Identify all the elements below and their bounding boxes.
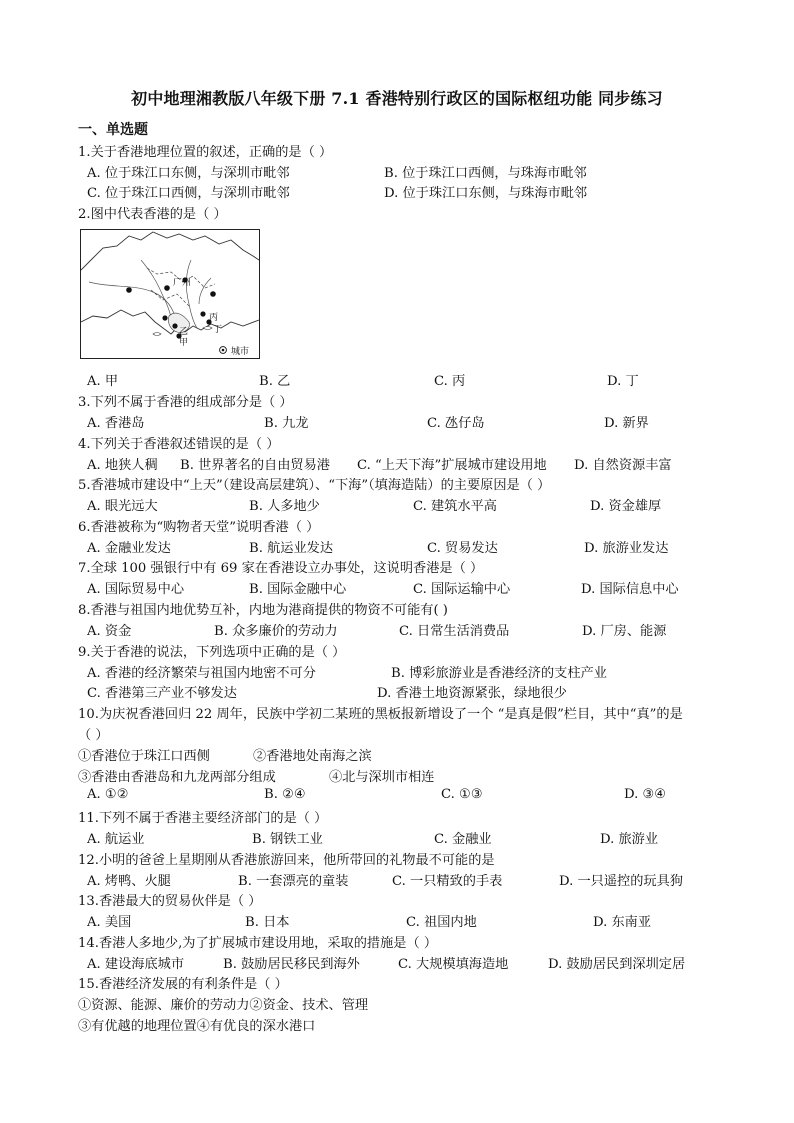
- map-label-ding: 丁: [213, 325, 223, 335]
- map-label-jia: 甲: [179, 338, 189, 348]
- q2-option-c[interactable]: C. 丙: [434, 374, 466, 389]
- q7-option-c[interactable]: C. 国际运输中心: [413, 582, 511, 597]
- q1-option-a[interactable]: A. 位于珠江口东侧，与深圳市毗邻: [87, 166, 290, 181]
- map-label-guangzhou: 广州: [173, 278, 192, 288]
- question-5: 5.香港城市建设中“上天”（建设高层建筑）、“下海”（填海造陆）的主要原因是（ ）: [78, 478, 551, 493]
- q14-option-b[interactable]: B. 鼓励居民移民到海外: [223, 957, 360, 972]
- q7-option-d[interactable]: D. 国际信息中心: [581, 582, 679, 597]
- q11-option-d[interactable]: D. 旅游业: [600, 832, 659, 847]
- q8-option-b[interactable]: B. 众多廉价的劳动力: [214, 624, 338, 639]
- q14-option-c[interactable]: C. 大规模填海造地: [398, 957, 509, 972]
- q9-option-c[interactable]: C. 香港第三产业不够发达: [87, 686, 237, 701]
- map-figure: [81, 230, 259, 358]
- q4-option-a[interactable]: A. 地狭人稠: [87, 458, 158, 473]
- q13-option-a[interactable]: A. 美国: [87, 915, 132, 930]
- q2-option-d[interactable]: D. 丁: [607, 374, 639, 389]
- q5-option-d[interactable]: D. 资金雄厚: [590, 499, 662, 514]
- q14-option-d[interactable]: D. 鼓励居民到深圳定居: [548, 957, 686, 972]
- q5-option-b[interactable]: B. 人多地少: [249, 499, 320, 514]
- q7-option-b[interactable]: B. 国际金融中心: [249, 582, 347, 597]
- q10-statement-4: ④北与深圳市相连: [329, 770, 435, 785]
- q9-option-b[interactable]: B. 博彩旅游业是香港经济的支柱产业: [391, 666, 607, 681]
- question-11: 11.下列不属于香港主要经济部门的是（ ）: [78, 811, 328, 826]
- q15-statement-line-2: ③有优越的地理位置④有优良的深水港口: [78, 1019, 316, 1034]
- q3-option-c[interactable]: C. 氹仔岛: [427, 416, 485, 431]
- question-14: 14.香港人多地少,为了扩展城市建设用地，采取的措施是（ ）: [78, 936, 438, 951]
- question-4: 4.下列关于香港叙述错误的是（ ）: [78, 437, 280, 452]
- map-legend-city: 城市: [231, 347, 250, 357]
- q6-option-b[interactable]: B. 航运业发达: [249, 541, 334, 556]
- question-13: 13.香港最大的贸易伙伴是（ ）: [78, 894, 262, 909]
- map-label-bing: 丙: [209, 313, 219, 323]
- q12-option-d[interactable]: D. 一只遥控的玩具狗: [559, 874, 683, 889]
- question-6: 6.香港被称为“购物者天堂”说明香港（ ）: [78, 520, 320, 535]
- q4-option-d[interactable]: D. 自然资源丰富: [574, 458, 672, 473]
- question-8: 8.香港与祖国内地优势互补，内地为港商提供的物资不可能有( ): [78, 603, 448, 618]
- q13-option-d[interactable]: D. 东南亚: [593, 915, 652, 930]
- question-10: 10.为庆祝香港回归 22 周年，民族中学初二某班的黑板报新增设了一个 “是真是假”栏目，其中“真”的是: [78, 707, 683, 722]
- q1-option-d[interactable]: D. 位于珠江口东侧，与珠海市毗邻: [384, 186, 588, 201]
- q13-option-b[interactable]: B. 日本: [245, 915, 290, 930]
- q12-option-c[interactable]: C. 一只精致的手表: [392, 874, 503, 889]
- q6-option-c[interactable]: C. 贸易发达: [427, 541, 498, 556]
- q9-option-d[interactable]: D. 香港土地资源紧张，绿地很少: [377, 686, 567, 701]
- q15-statement-line-1: ①资源、能源、廉价的劳动力②资金、技术、管理: [78, 998, 369, 1013]
- page-title: 初中地理湘教版八年级下册 7.1 香港特别行政区的国际枢纽功能 同步练习: [131, 89, 663, 108]
- question-2: 2.图中代表香港的是（ ）: [78, 207, 227, 222]
- q3-option-b[interactable]: B. 九龙: [264, 416, 309, 431]
- question-7: 7.全球 100 强银行中有 69 家在香港设立办事处，这说明香港是（ ）: [78, 561, 484, 576]
- q6-option-a[interactable]: A. 金融业发达: [87, 541, 171, 556]
- q11-option-c[interactable]: C. 金融业: [434, 832, 492, 847]
- question-12: 12.小明的爸爸上星期刚从香港旅游回来，他所带回的礼物最不可能的是: [78, 853, 495, 868]
- map-label-yi: 乙: [179, 327, 189, 337]
- q4-option-c[interactable]: C. “上天下海”扩展城市建设用地: [357, 458, 547, 473]
- q12-option-a[interactable]: A. 烤鸭、火腿: [87, 874, 171, 889]
- question-1: 1.关于香港地理位置的叙述，正确的是（ ）: [78, 145, 333, 160]
- q10-option-a[interactable]: A. ①②: [87, 787, 129, 802]
- q2-option-a[interactable]: A. 甲: [87, 374, 119, 389]
- q3-option-a[interactable]: A. 香港岛: [87, 416, 145, 431]
- q14-option-a[interactable]: A. 建设海底城市: [87, 957, 185, 972]
- q6-option-d[interactable]: D. 旅游业发达: [584, 541, 669, 556]
- q1-option-c[interactable]: C. 位于珠江口西侧，与深圳市毗邻: [87, 186, 290, 201]
- q11-option-a[interactable]: A. 航运业: [87, 832, 145, 847]
- q11-option-b[interactable]: B. 钢铁工业: [252, 832, 323, 847]
- question-3: 3.下列不属于香港的组成部分是（ ）: [78, 395, 293, 410]
- q3-option-d[interactable]: D. 新界: [604, 416, 649, 431]
- pearl-river-delta-map: [80, 229, 260, 359]
- q10-option-b[interactable]: B. ②④: [264, 787, 306, 802]
- q10-statement-1: ①香港位于珠江口西侧: [78, 749, 210, 764]
- q5-option-c[interactable]: C. 建筑水平高: [413, 499, 497, 514]
- q2-option-b[interactable]: B. 乙: [259, 374, 291, 389]
- q12-option-b[interactable]: B. 一套漂亮的童装: [238, 874, 349, 889]
- q8-option-d[interactable]: D. 厂房、能源: [582, 624, 667, 639]
- question-10-bracket: （ ）: [78, 728, 109, 743]
- q8-option-c[interactable]: C. 日常生活消费品: [399, 624, 510, 639]
- q10-statement-2: ②香港地处南海之滨: [253, 749, 372, 764]
- q10-statement-3: ③香港由香港岛和九龙两部分组成: [78, 770, 276, 785]
- q1-option-b[interactable]: B. 位于珠江口西侧，与珠海市毗邻: [384, 166, 587, 181]
- q10-option-d[interactable]: D. ③④: [624, 787, 667, 802]
- section-heading: 一、单选题: [78, 122, 148, 138]
- q10-option-c[interactable]: C. ①③: [441, 787, 483, 802]
- q7-option-a[interactable]: A. 国际贸易中心: [87, 582, 185, 597]
- q9-option-a[interactable]: A. 香港的经济繁荣与祖国内地密不可分: [87, 666, 316, 681]
- question-15: 15.香港经济发展的有利条件是（ ）: [78, 977, 288, 992]
- q8-option-a[interactable]: A. 资金: [87, 624, 132, 639]
- q5-option-a[interactable]: A. 眼光远大: [87, 499, 158, 514]
- q4-option-b[interactable]: B. 世界著名的自由贸易港: [180, 458, 330, 473]
- question-9: 9.关于香港的说法，下列选项中正确的是（ ）: [78, 645, 346, 660]
- q13-option-c[interactable]: C. 祖国内地: [406, 915, 477, 930]
